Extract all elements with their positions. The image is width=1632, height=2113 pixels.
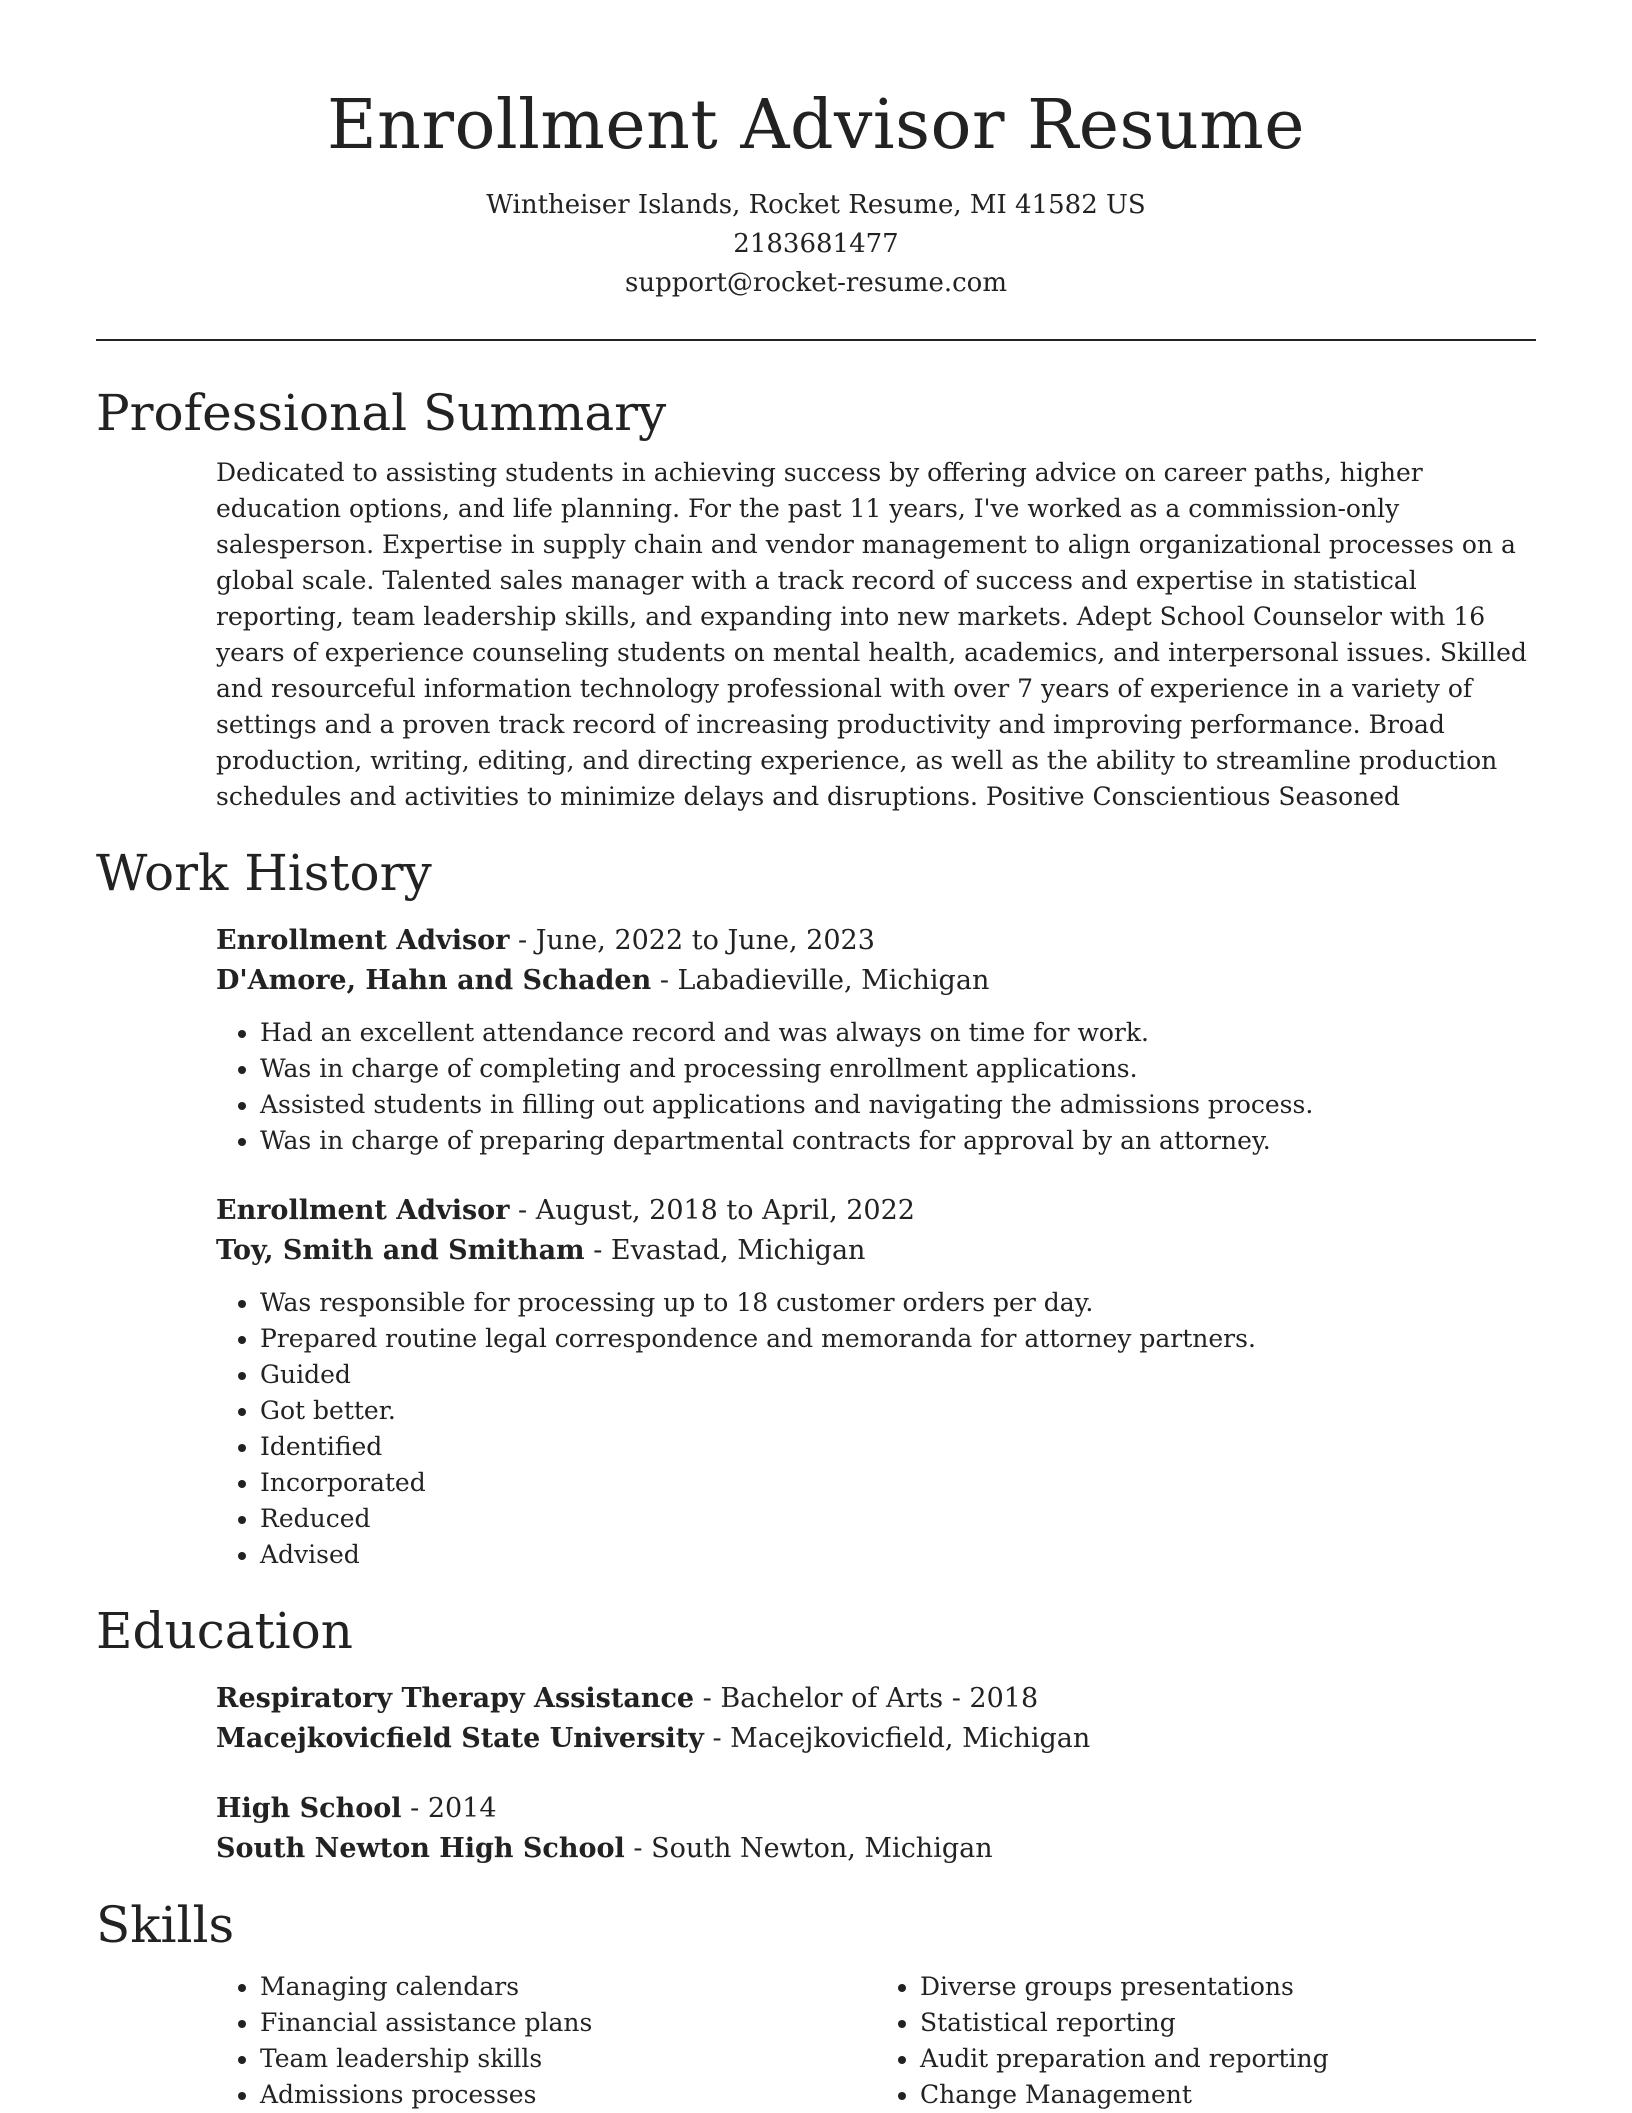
list-item: • Assisted students in filling out applications and navigating the admissions process. — [260, 1087, 1536, 1123]
job-bullets — [216, 1285, 1536, 1573]
skill-item: • Audit preparation and reporting — [920, 2041, 1536, 2077]
job-role: Enrollment Advisor — [216, 925, 510, 956]
list-item: • Prepared routine legal correspondence and memoranda for attorney partners. — [260, 1321, 1536, 1357]
education-entry — [216, 1789, 1536, 1869]
list-item: • Identified — [260, 1429, 1536, 1465]
education-program: Respiratory Therapy Assistance — [216, 1683, 695, 1714]
contact-address: Wintheiser Islands, Rocket Resume, MI 41582 US — [486, 190, 1146, 220]
education-section — [96, 1601, 1536, 1869]
skill-item: • Statistical reporting — [920, 2005, 1536, 2041]
job-entry — [216, 921, 1536, 1159]
skill-item: • Admissions processes — [260, 2077, 876, 2113]
skills-heading: Skills — [96, 1896, 235, 1954]
skills-column-left — [216, 1969, 876, 2113]
job-location: - Labadieville, Michigan — [651, 965, 990, 996]
header-divider — [96, 339, 1536, 341]
work-history-section — [96, 843, 1536, 1573]
list-item: • Was in charge of completing and processing enrollment applications. — [260, 1051, 1536, 1087]
list-item: • Was responsible for processing up to 18 customer orders per day. — [260, 1285, 1536, 1321]
page-title: Enrollment Advisor Resume — [327, 86, 1305, 165]
skill-item: • Change Management — [920, 2077, 1536, 2113]
education-school: South Newton High School — [216, 1833, 625, 1864]
job-dates: - June, 2022 to June, 2023 — [509, 925, 875, 956]
summary-section — [96, 383, 1536, 815]
summary-text: Dedicated to assisting students in achieving success by offering advice on career paths, higher education options, and life planning. For the past 11 years, I've worked as a commission-only salesperson. Expertise in supply chain and vendor management to align organizational processes on a global scale. Talented sales manager with a track record of success and expertise in statistical reporting, team leadership skills, and expanding into new markets. Adept School Counselor with 16 years of experience counseling students on mental health, academics, and interpersonal issues. Skilled and resourceful information technology professional with over 7 years of experience in a variety of settings and a proven track record of increasing productivity and improving performance. Broad production, writing, editing, and directing experience, as well as the ability to streamline production schedules and activities to minimize delays and disruptions. Positive Conscientious Seasoned — [216, 458, 1527, 811]
job-entry — [216, 1191, 1536, 1573]
education-heading: Education — [96, 1602, 353, 1660]
education-location: - South Newton, Michigan — [624, 1833, 993, 1864]
contact-block — [96, 186, 1536, 303]
skills-grid — [216, 1969, 1536, 2113]
education-school-line — [216, 1719, 1536, 1759]
education-detail: - 2014 — [401, 1793, 497, 1824]
job-company: D'Amore, Hahn and Schaden — [216, 965, 652, 996]
contact-phone: 2183681477 — [733, 229, 899, 259]
contact-email: support@rocket-resume.com — [624, 268, 1007, 298]
job-company-line — [216, 1231, 1536, 1271]
job-company-line — [216, 961, 1536, 1001]
education-program-line — [216, 1789, 1536, 1829]
list-item: • Reduced — [260, 1501, 1536, 1537]
job-company: Toy, Smith and Smitham — [216, 1235, 585, 1266]
list-item: • Incorporated — [260, 1465, 1536, 1501]
skill-item: • Managing calendars — [260, 1969, 876, 2005]
list-item: • Guided — [260, 1357, 1536, 1393]
job-title-line — [216, 921, 1536, 961]
list-item: • Was in charge of preparing departmental contracts for approval by an attorney. — [260, 1123, 1536, 1159]
skill-item: • Financial assistance plans — [260, 2005, 876, 2041]
job-title-line — [216, 1191, 1536, 1231]
education-school: Macejkovicfield State University — [216, 1723, 704, 1754]
summary-heading: Professional Summary — [96, 384, 667, 442]
job-location: - Evastad, Michigan — [584, 1235, 866, 1266]
work-history-heading: Work History — [96, 844, 432, 902]
education-entry — [216, 1679, 1536, 1759]
education-program: High School — [216, 1793, 402, 1824]
skills-section — [96, 1895, 1536, 2113]
education-location: - Macejkovicfield, Michigan — [703, 1723, 1091, 1754]
job-bullets — [216, 1015, 1536, 1159]
job-dates: - August, 2018 to April, 2022 — [509, 1195, 915, 1226]
education-detail: - Bachelor of Arts - 2018 — [694, 1683, 1039, 1714]
education-school-line — [216, 1829, 1536, 1869]
skills-column-right — [876, 1969, 1536, 2113]
education-program-line — [216, 1679, 1536, 1719]
skill-item: • Diverse groups presentations — [920, 1969, 1536, 2005]
skill-item: • Team leadership skills — [260, 2041, 876, 2077]
list-item: • Advised — [260, 1537, 1536, 1573]
job-role: Enrollment Advisor — [216, 1195, 510, 1226]
list-item: • Had an excellent attendance record and was always on time for work. — [260, 1015, 1536, 1051]
list-item: • Got better. — [260, 1393, 1536, 1429]
